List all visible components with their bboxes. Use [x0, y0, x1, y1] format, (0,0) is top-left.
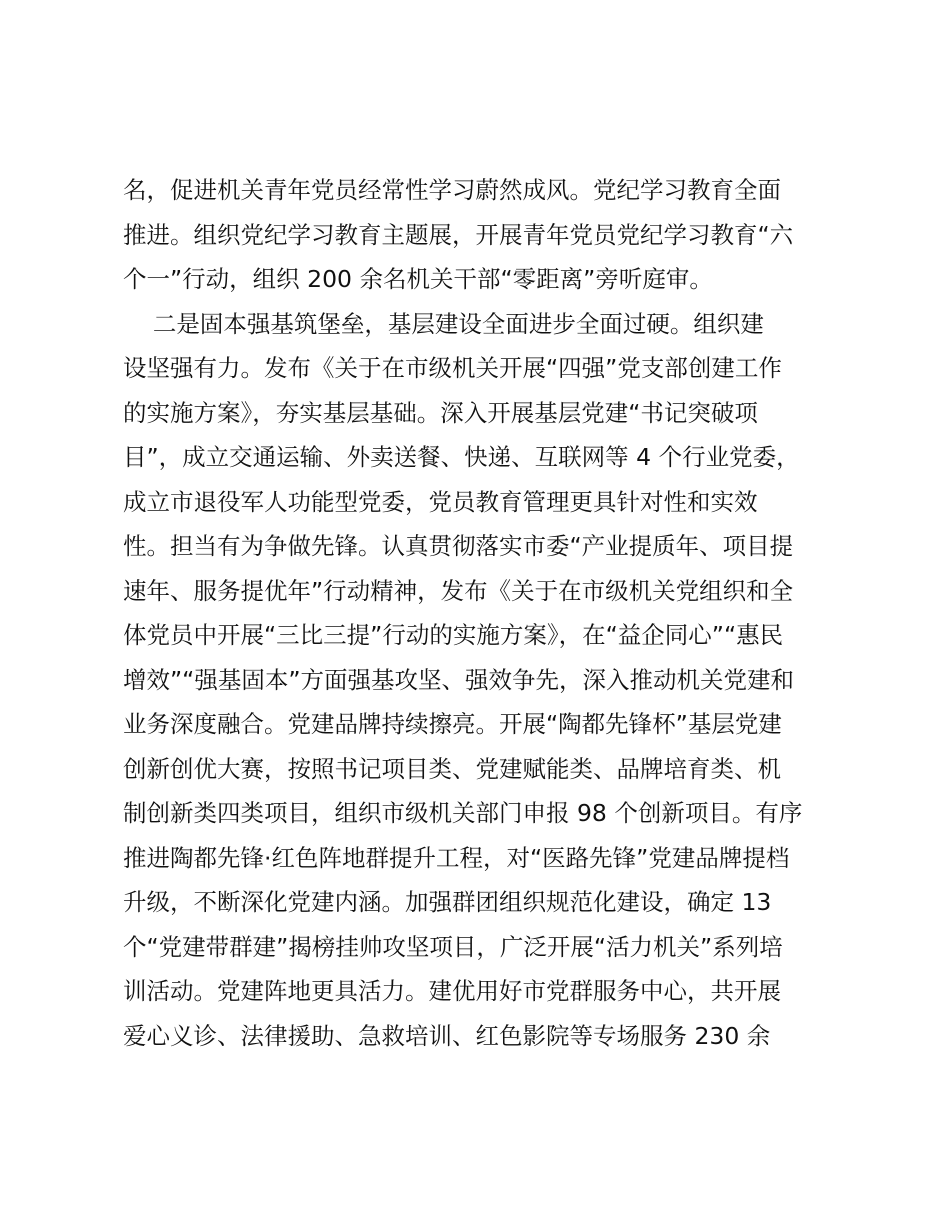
- text-line: 目”，成立交通运输、外卖送餐、快递、互联网等 4 个行业党委，: [123, 443, 800, 471]
- text-line: 二是固本强基筑堡垒，基层建设全面进步全面过硬。组织建: [123, 309, 764, 338]
- text-line: 爱心义诊、法律援助、急救培训、红色影院等专场服务 230 余: [123, 1021, 771, 1050]
- text-line: 个“党建带群建”揭榜挂帅攻坚项目，广泛开展“活力机关”系列培: [123, 932, 783, 961]
- text-line: 的实施方案》，夯实基层基础。深入开展基层党建“书记突破项: [123, 398, 758, 427]
- text-line: 体党员中开展“三比三提”行动的实施方案》，在“益企同心”“惠民: [123, 621, 784, 649]
- body-text: [123, 168, 843, 1058]
- text-line: 推进陶都先锋·红色阵地群提升工程，对“医路先锋”党建品牌提档: [123, 843, 790, 872]
- text-line: 成立市退役军人功能型党委，党员教育管理更具针对性和实效: [123, 487, 758, 516]
- text-line: 升级，不断深化党建内涵。加强群团组织规范化建设，确定 13: [123, 888, 772, 916]
- text-line: 速年、服务提优年”行动精神，发布《关于在市级机关党组织和全: [123, 576, 794, 605]
- text-line: 训活动。党建阵地更具活力。建优用好市党群服务中心，共开展: [123, 977, 781, 1005]
- text-line: 推进。组织党纪学习教育主题展，开展青年党员党纪学习教育“六: [123, 220, 794, 249]
- text-line: 增效”“强基固本”方面强基攻坚、强效争先，深入推动机关党建和: [123, 665, 795, 694]
- text-line: 名，促进机关青年党员经常性学习蔚然成风。党纪学习教育全面: [123, 176, 781, 204]
- text-line: 创新创优大赛，按照书记项目类、党建赋能类、品牌培育类、机: [123, 754, 781, 783]
- text-line: 性。担当有为争做先锋。认真贯彻落实市委“产业提质年、项目提: [123, 532, 794, 560]
- text-line: 制创新类四类项目，组织市级机关部门申报 98 个创新项目。有序: [123, 799, 803, 827]
- text-line: 业务深度融合。党建品牌持续擦亮。开展“陶都先锋杯”基层党建: [123, 710, 782, 738]
- text-line: 个一”行动，组织 200 余名机关干部“零距离”旁听庭审。: [123, 265, 713, 293]
- text-line: 设坚强有力。发布《关于在市级机关开展“四强”党支部创建工作: [123, 354, 782, 382]
